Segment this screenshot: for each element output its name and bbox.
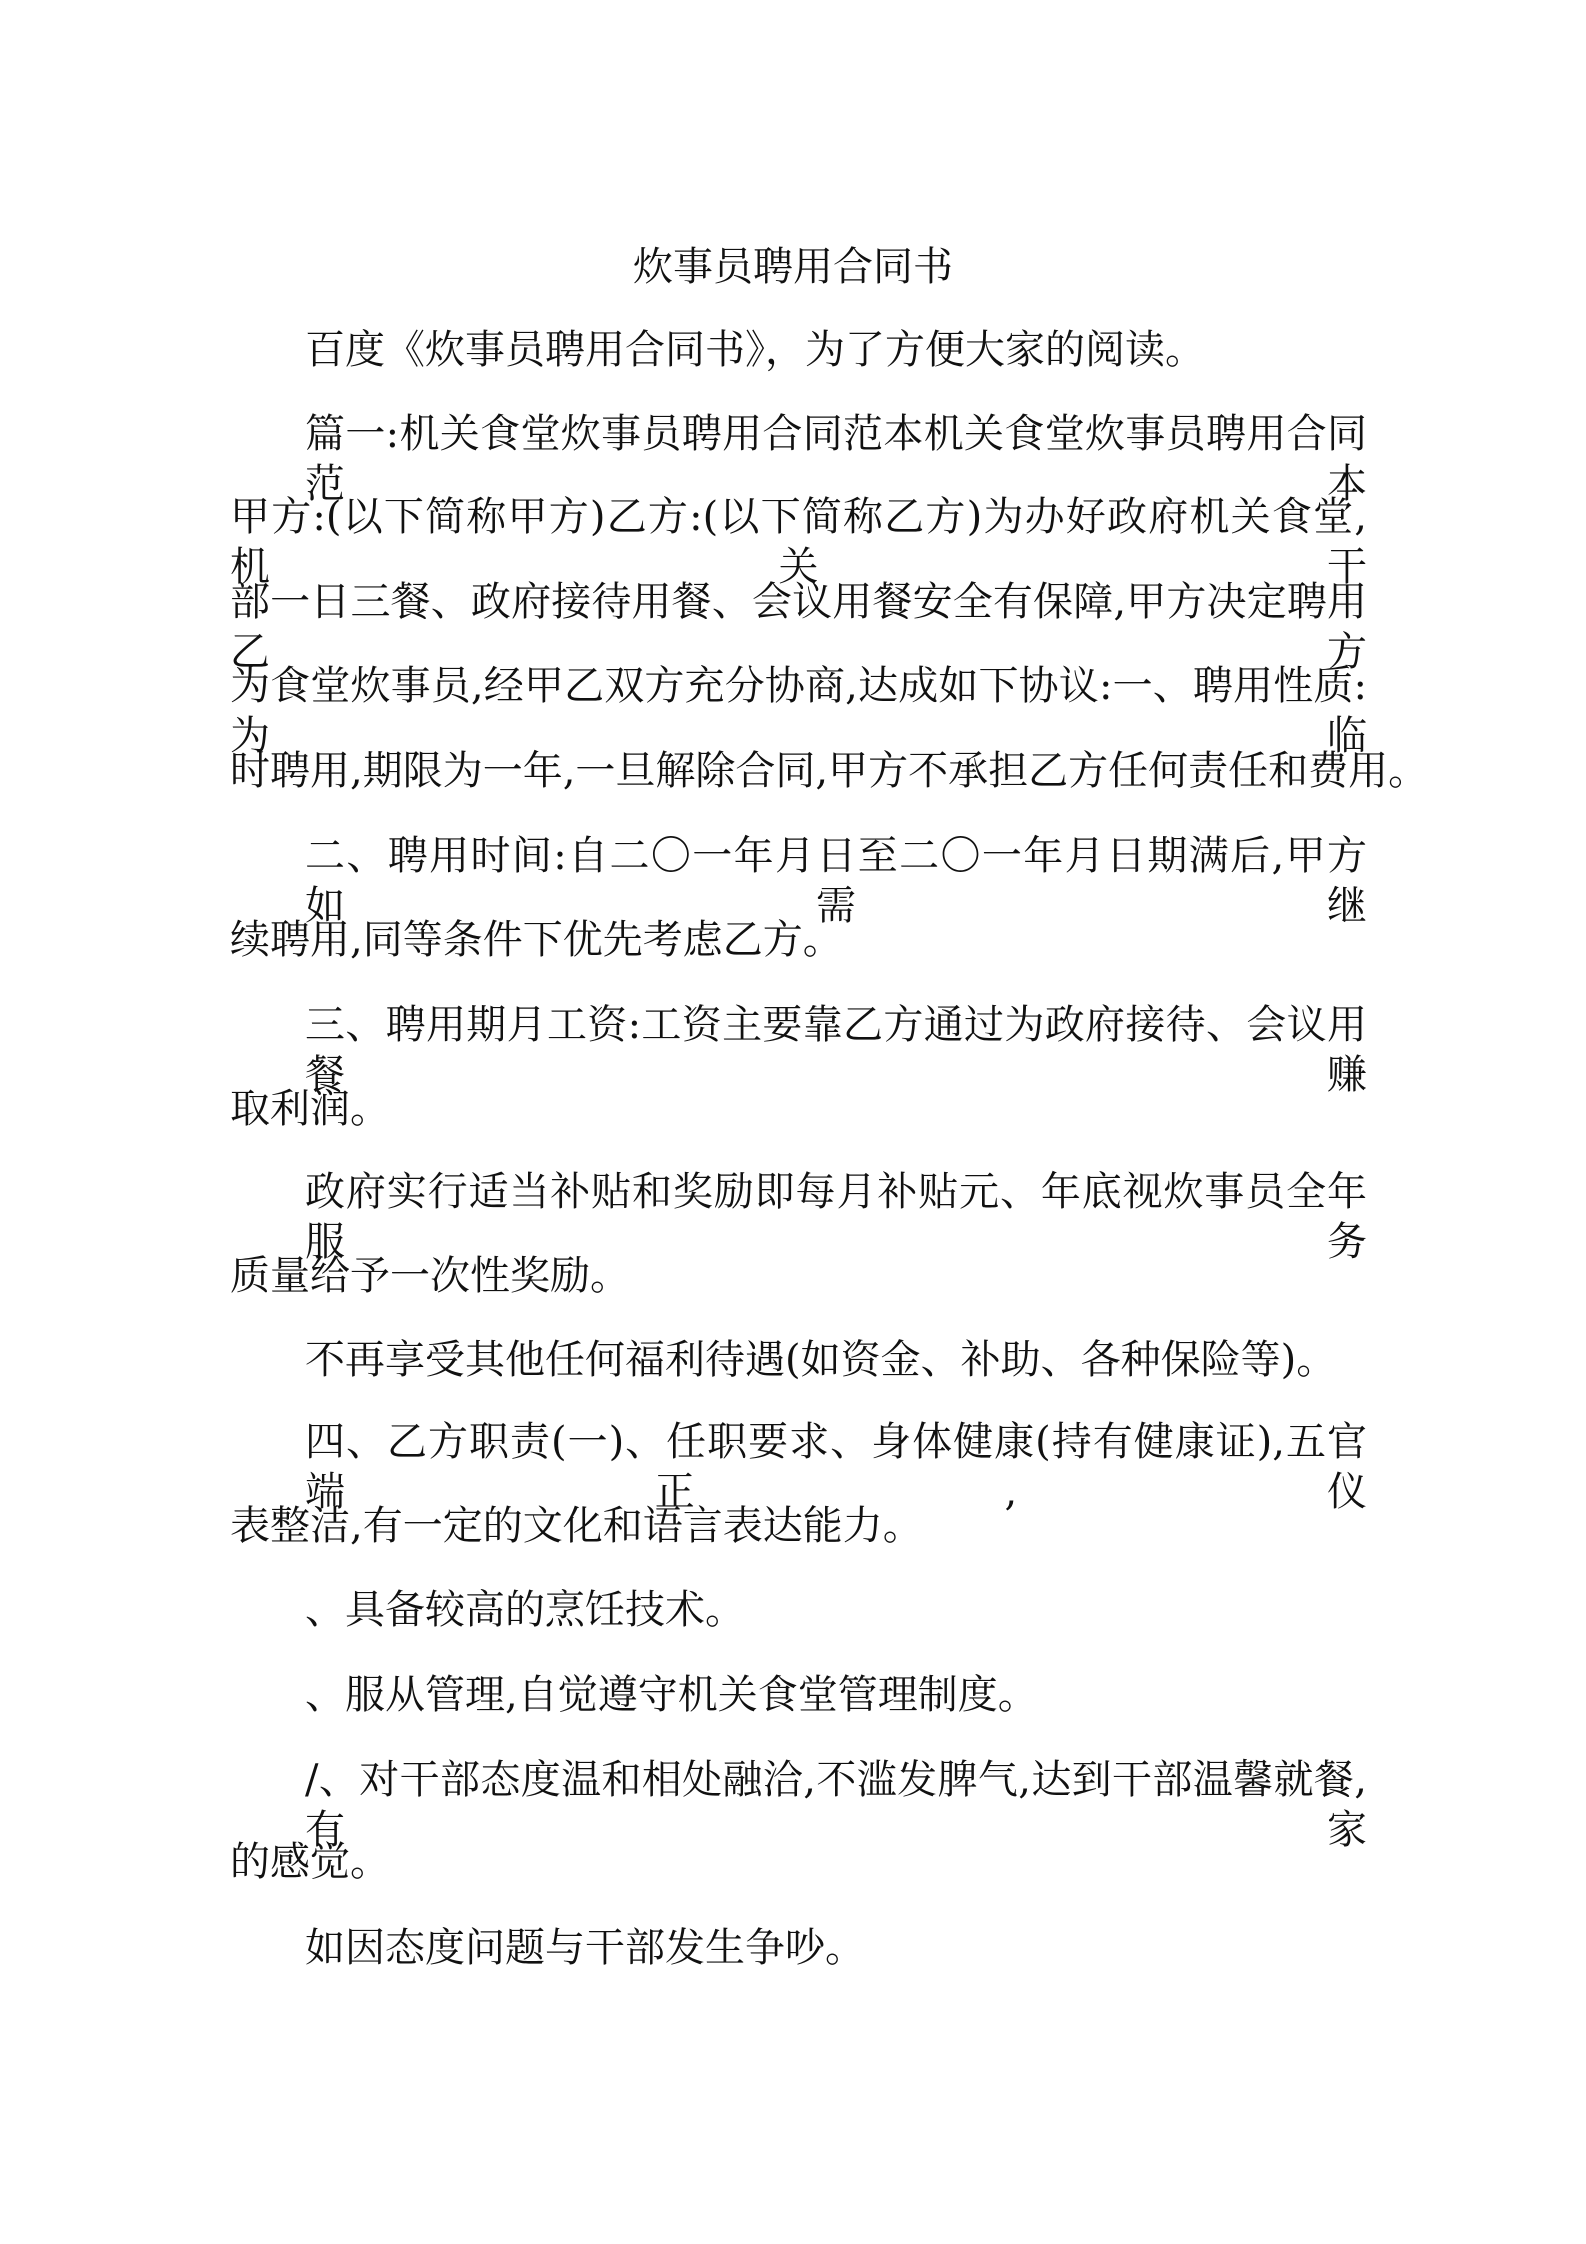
text-line: 续聘用,同等条件下优先考虑乙方。 <box>230 917 843 963</box>
text-line: 的感觉。 <box>230 1839 390 1885</box>
text-line: 四、乙方职责(一)、任职要求、身体健康(持有健康证),五官端正,仪 <box>305 1419 1367 1515</box>
text-line: 如因态度问题与干部发生争吵。 <box>305 1925 865 1971</box>
text-line: 取利润。 <box>230 1086 390 1132</box>
text-line: 、具备较高的烹饪技术。 <box>305 1587 745 1633</box>
text-line: 篇一:机关食堂炊事员聘用合同范本机关食堂炊事员聘用合同范本 <box>305 411 1367 507</box>
text-line: 甲方:(以下简称甲方)乙方:(以下简称乙方)为办好政府机关食堂,机关干 <box>230 494 1367 590</box>
text-line: 时聘用,期限为一年,一旦解除合同,甲方不承担乙方任何责任和费用。 <box>230 748 1429 794</box>
text-line: 为食堂炊事员,经甲乙双方充分协商,达成如下协议:一、聘用性质:为临 <box>230 663 1367 759</box>
text-line: 质量给予一次性奖励。 <box>230 1253 630 1299</box>
text-line: 、服从管理,自觉遵守机关食堂管理制度。 <box>305 1672 1038 1718</box>
text-line: 二、聘用时间:自二〇一年月日至二〇一年月日期满后,甲方如需继 <box>305 833 1367 929</box>
document-title: 炊事员聘用合同书 <box>633 244 953 290</box>
text-line: 部一日三餐、政府接待用餐、会议用餐安全有保障,甲方决定聘用乙方 <box>230 579 1367 675</box>
text-line: /、对干部态度温和相处融洽,不滥发脾气,达到干部温馨就餐,有家 <box>305 1757 1367 1853</box>
text-line: 不再享受其他任何福利待遇(如资金、补助、各种保险等)。 <box>305 1337 1337 1383</box>
text-line: 三、聘用期月工资:工资主要靠乙方通过为政府接待、会议用餐赚 <box>305 1002 1367 1098</box>
text-line: 百度《炊事员聘用合同书》，为了方便大家的阅读。 <box>305 327 1205 373</box>
text-line: 表整洁,有一定的文化和语言表达能力。 <box>230 1503 923 1549</box>
text-line: 政府实行适当补贴和奖励即每月补贴元、年底视炊事员全年服务 <box>305 1169 1367 1265</box>
